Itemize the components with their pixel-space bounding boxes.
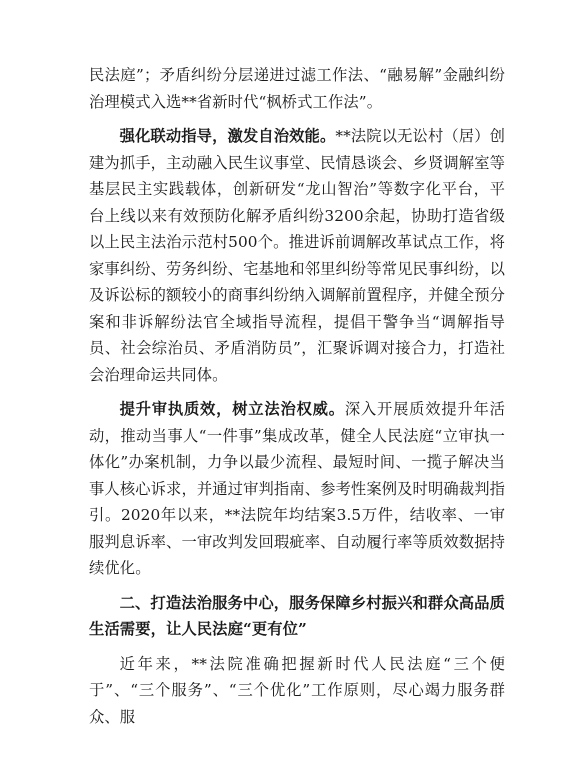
paragraph-text: **法院以无讼村（居）创建为抓手，主动融入民生议事堂、民情恳谈会、乡贤调解室等基层民主实践载体，创新研发“龙山智治”等数字化平台，平台上线以来有效预防化解矛盾纠纷3200余起，协助打造省级以上民主法治示范村500个。推进诉前调解改革试点工作，将家事纠纷、劳务纠纷、宅基地和邻里纠纷等常见民事纠纷，以及诉讼标的额较小的商事纠纷纳入调解前置程序，并健全预分案和非诉解纷法官全域指导流程，提倡干警争当“调解指导员、社会综治员、矛盾消防员”，汇聚诉调对接合力，打造社会治理命运共同体。 xyxy=(89,127,505,384)
paragraph-continuation xyxy=(89,62,505,115)
section-heading-2 xyxy=(89,590,505,643)
paragraph-lead: 强化联动指导，激发自治效能。 xyxy=(119,127,336,145)
paragraph-trial-efficiency xyxy=(89,396,505,582)
paragraph-lead: 提升审执质效，树立法治权威。 xyxy=(119,400,345,418)
paragraph-text: 深入开展质效提升年活动，推动当事人“一件事”集成改革，健全人民法庭“立审执一体化”办案机制，力争以最少流程、最短时间、一揽子解决当事人核心诉求，并通过审判指南、参考性案例及时明确裁判指引。2020年以来，**法院年均结案3.5万件，结收率、一审服判息诉率、一审改判发回瑕疵率、自动履行率等质效数据持续优化。 xyxy=(89,400,505,577)
paragraph-text: 近年来，**法院准确把握新时代人民法庭“三个便于”、“三个服务”、“三个优化”工作原则，尽心竭力服务群众、服 xyxy=(89,654,505,726)
paragraph-linkage-guidance xyxy=(89,123,505,388)
document-page xyxy=(89,62,505,730)
section-heading-text: 二、打造法治服务中心，服务保障乡村振兴和群众高品质生活需要，让人民法庭“更有位” xyxy=(89,593,505,638)
paragraph-recent-years xyxy=(89,651,505,731)
paragraph-text: 民法庭”；矛盾纠纷分层递进过滤工作法、“融易解”金融纠纷治理模式入选**省新时代“枫桥式工作法”。 xyxy=(89,66,505,111)
